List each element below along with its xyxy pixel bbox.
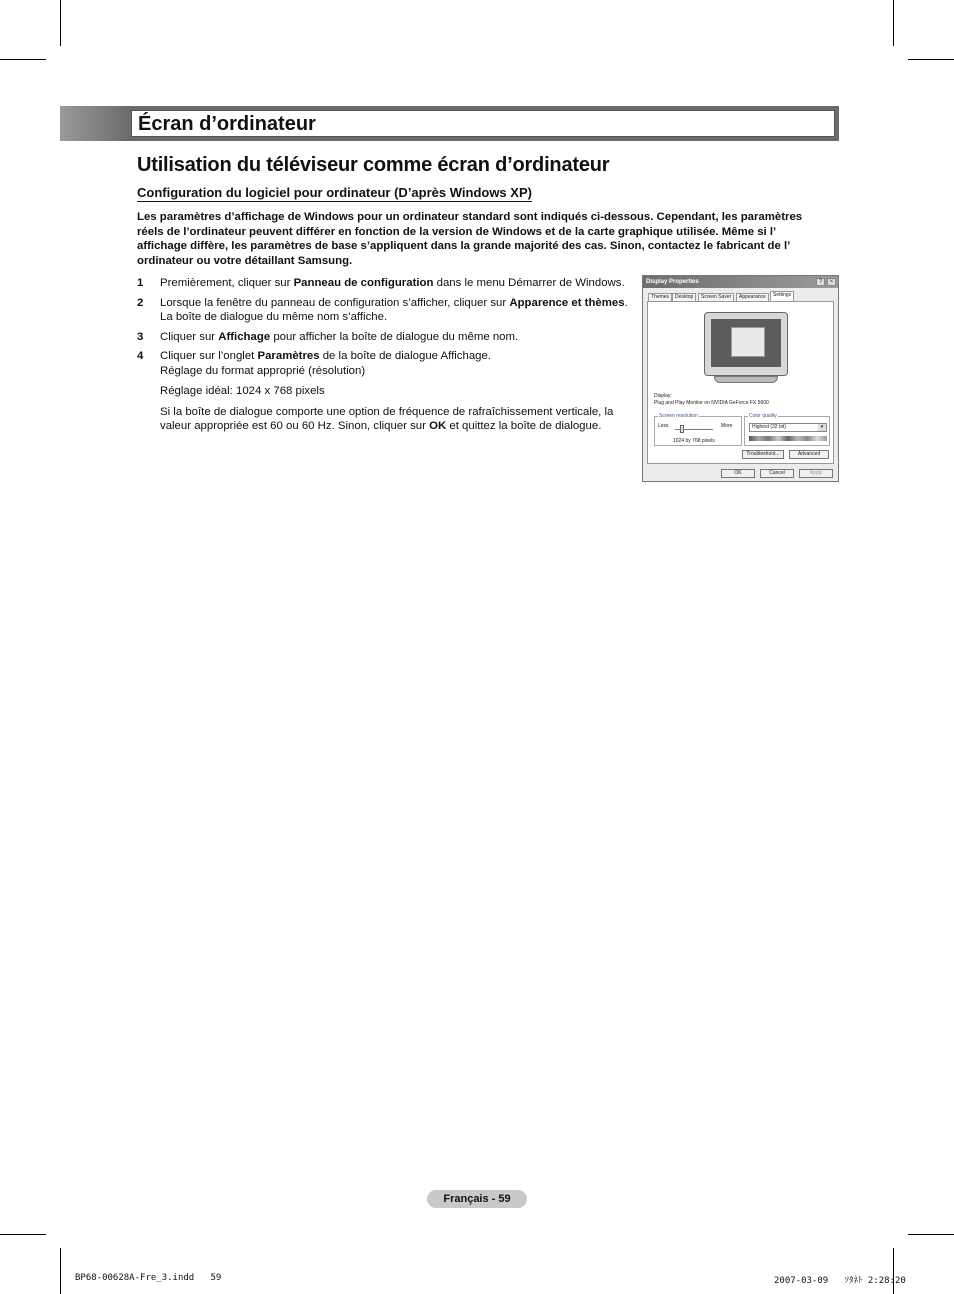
more-label: More [721,423,733,429]
less-label: Less [658,423,669,429]
intro-line: réels de l’ordinateur peuvent différer en fonction de la version de Windows et de la carte graphique utilisée. Même si l’ [137,225,777,238]
tab-appearance[interactable]: Appearance [736,293,769,301]
crop-mark [908,1234,954,1235]
step-number: 1 [137,277,144,289]
crop-mark [60,1248,61,1294]
step-number: 4 [137,350,144,362]
tab-screen-saver[interactable]: Screen Saver [698,293,734,301]
step-item [137,276,629,291]
section-title: Écran d’ordinateur [138,113,316,135]
crop-mark [0,1234,46,1235]
step-note: Si la boîte de dialogue comporte une option de fréquence de rafraîchissement verticale, la valeur appropriée est 60 ou 60 Hz. Sinon, cliquer sur OK et quittez la boîte de dialogue. [160,405,614,432]
resolution-value: 1024 by 768 pixels [673,438,715,444]
page-number-badge: Français - 59 [427,1190,527,1208]
resolution-slider-thumb[interactable] [680,425,684,433]
section-banner [60,106,839,141]
step-text: Cliquer sur l’onglet Paramètres de la boîte de dialogue Affichage. [160,350,491,362]
color-preview-bar [749,436,827,441]
step-number: 3 [137,330,144,343]
display-properties-dialog [642,275,839,482]
intro-paragraph [137,210,829,268]
cancel-button[interactable]: Cancel [760,469,794,478]
help-icon[interactable]: ? [816,278,825,286]
intro-line: affichage diffère, les paramètres de base s’appliquent dans la grande majorité des cas. Sinon, contactez le fabricant de l’ [137,240,791,252]
banner-title-box [131,110,835,137]
intro-line: ordinateur ou votre détaillant Samsung. [137,254,353,267]
troubleshoot-button[interactable]: Troubleshoot... [742,450,784,459]
screen-resolution-label: Screen resolution [659,413,698,419]
step-text: Cliquer sur Affichage pour afficher la boîte de dialogue du même nom. [160,330,519,343]
crop-mark [0,59,46,60]
step-number: 2 [137,296,144,309]
chevron-down-icon[interactable]: ▾ [818,424,826,431]
tab-settings[interactable]: Settings [770,291,794,301]
color-quality-select[interactable] [749,423,827,432]
tab-desktop[interactable]: Desktop [672,293,696,301]
apply-button[interactable]: Apply [799,469,833,478]
ok-button[interactable]: OK [721,469,755,478]
monitor-window-preview [731,327,765,357]
monitor-screen [711,319,781,367]
close-icon[interactable]: × [827,278,836,286]
banner-gradient [60,106,130,141]
color-quality-label: Color quality [749,413,777,419]
page-subheading: Configuration du logiciel pour ordinateur (D’après Windows XP) [137,185,532,200]
step-text-line2: Réglage du format approprié (résolution) [160,364,366,377]
intro-line: Les paramètres d’affichage de Windows pour un ordinateur standard sont indiqués ci-dessous. Cependant, les paramètres [137,211,803,223]
settings-panel [647,301,834,464]
step-text: Lorsque la fenêtre du panneau de configuration s’afficher, cliquer sur Apparence et thèmes. La boîte de dialogue du même nom s’affiche. [160,296,628,323]
step-item [137,296,629,325]
advanced-button[interactable]: Advanced [789,450,829,459]
step-item [137,349,629,434]
step-text: Premièrement, cliquer sur Panneau de configuration dans le menu Démarrer de Windows. [160,277,625,289]
display-label: Display: [654,393,672,399]
monitor-stand [714,376,778,383]
display-value: Plug and Play Monitor on NVIDIA GeForce FX 5600 [654,400,769,406]
step-item [137,330,629,345]
step-ideal-setting: Réglage idéal: 1024 x 768 pixels [160,385,325,397]
crop-mark [60,0,61,46]
color-quality-group [744,413,830,446]
color-quality-value: Highest (32 bit) [752,424,786,430]
screen-resolution-group [654,413,742,446]
dialog-title: Display Properties [646,279,699,285]
crop-mark [893,0,894,46]
dialog-titlebar [643,276,838,288]
crop-mark [908,59,954,60]
monitor-preview [704,312,788,376]
crop-mark [893,1248,894,1294]
slug-date: 2007-03-09 ｿﾀﾈﾄ 2:28:20 [774,1276,906,1286]
page-heading: Utilisation du téléviseur comme écran d’ordinateur [137,154,610,176]
slug-filename: BP68-00628A-Fre_3.indd 59 [75,1273,222,1283]
tab-themes[interactable]: Themes [648,293,672,301]
steps-list [137,276,629,439]
